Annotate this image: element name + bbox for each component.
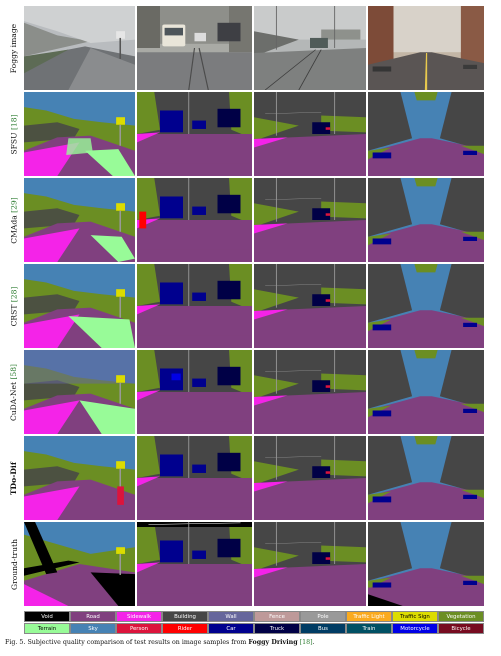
segmentation-map: [254, 264, 366, 348]
segmentation-map: [24, 522, 135, 606]
segmentation-map: [368, 178, 484, 262]
legend-entry: Train: [346, 623, 392, 634]
foggy-photo: [24, 6, 135, 90]
row-label-text: CMAda: [9, 214, 19, 244]
legend-entry: Bicycle: [438, 623, 484, 634]
legend-entry: Building: [162, 611, 208, 622]
caption-prefix: Fig. 5.: [5, 639, 26, 646]
segmentation-map: [368, 92, 484, 176]
segmentation-map: [254, 436, 366, 520]
segmentation-map: [137, 522, 252, 606]
segmentation-map: [24, 436, 135, 520]
segmentation-map: [137, 350, 252, 434]
row-label-text: SFSU: [9, 131, 19, 155]
segmentation-map: [368, 264, 484, 348]
legend-entry: Terrain: [24, 623, 70, 634]
row-label-cite: [29]: [9, 196, 19, 215]
row-label: [6, 6, 22, 90]
row-label: [6, 92, 22, 176]
row-label: [6, 350, 22, 434]
legend-entry: Sky: [70, 623, 116, 634]
foggy-photo: [368, 6, 484, 90]
legend-entry: Traffic Sign: [392, 611, 438, 622]
segmentation-map: [368, 436, 484, 520]
segmentation-map: [137, 436, 252, 520]
segmentation-map: [24, 92, 135, 176]
row-label-text: CuDA-Net: [9, 381, 19, 421]
row-label: [6, 522, 22, 606]
row-label-cite: [58]: [9, 363, 19, 382]
legend-entry: Pole: [300, 611, 346, 622]
legend-entry: Sidewalk: [116, 611, 162, 622]
row-label-cite: [28]: [9, 286, 19, 305]
legend-entry: Traffic Light: [346, 611, 392, 622]
segmentation-map: [24, 264, 135, 348]
row-label-text: CRST: [9, 304, 19, 326]
segmentation-map: [254, 92, 366, 176]
segmentation-map: [24, 350, 135, 434]
segmentation-map: [137, 178, 252, 262]
foggy-photo: [137, 6, 252, 90]
legend-entry: Vegetation: [438, 611, 484, 622]
row-label-text: Foggy image: [9, 23, 19, 73]
class-color-legend: [24, 611, 484, 635]
legend-entry: Fence: [254, 611, 300, 622]
foggy-photo: [254, 6, 366, 90]
legend-entry: Road: [70, 611, 116, 622]
legend-entry: Bus: [300, 623, 346, 634]
row-label: [6, 264, 22, 348]
legend-entry: Rider: [162, 623, 208, 634]
segmentation-map: [368, 350, 484, 434]
legend-entry: Wall: [208, 611, 254, 622]
segmentation-map: [368, 522, 484, 606]
figure-caption: [5, 639, 495, 646]
row-label: [6, 178, 22, 262]
row-label-text: TDo-Dif: [9, 461, 19, 495]
row-label-cite: [18]: [9, 113, 19, 132]
row-label-text: Ground-truth: [9, 538, 19, 590]
caption-text: Subjective quality comparison of test results on image samples from: [27, 639, 247, 646]
segmentation-map: [254, 178, 366, 262]
legend-entry: Truck: [254, 623, 300, 634]
legend-entry: Car: [208, 623, 254, 634]
segmentation-map: [254, 522, 366, 606]
segmentation-map: [137, 264, 252, 348]
segmentation-map: [24, 178, 135, 262]
legend-entry: Motorcycle: [392, 623, 438, 634]
segmentation-map: [137, 92, 252, 176]
caption-end: .: [312, 639, 315, 646]
segmentation-map: [254, 350, 366, 434]
caption-dataset: Foggy Driving: [248, 639, 298, 646]
row-label: [6, 436, 22, 520]
legend-entry: Person: [116, 623, 162, 634]
caption-cite: [18]: [299, 639, 313, 646]
legend-entry: Void: [24, 611, 70, 622]
